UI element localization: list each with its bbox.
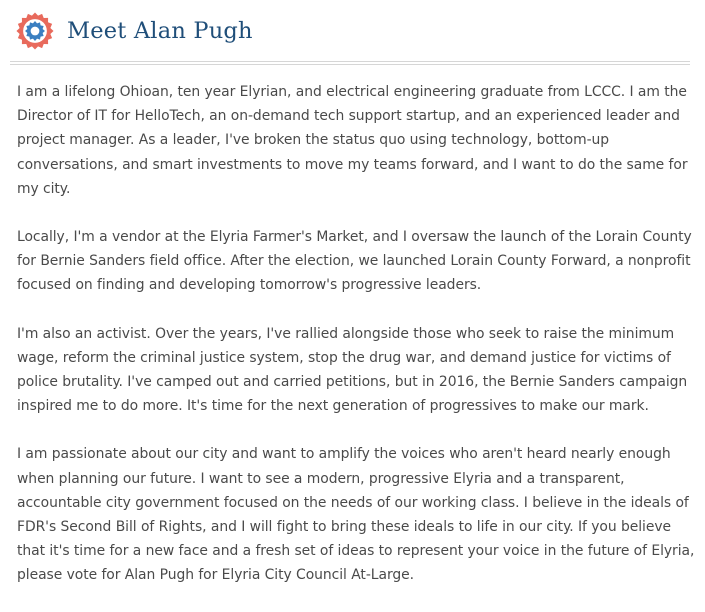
text-line: police brutality. I've camped out and carried petitions, but in 2016, the Bernie Sanders campaign [17,374,688,391]
text-line: I am a lifelong Ohioan, ten year Elyrian, and electrical engineering graduate from LCCC. I am the [17,84,687,100]
text-line: conversations, and smart investments to move my teams forward, and I want to do the same for [17,156,688,173]
text-line: inspired me to do more. It's time for the next generation of progressives to make our mark. [17,398,649,415]
page-header [16,10,253,52]
text-line: please vote for Alan Pugh for Elyria City Council At-Large. [17,567,414,584]
page-title: Meet Alan Pugh [67,18,253,44]
text-line: I'm also an activist. Over the years, I've rallied alongside those who seek to raise the minimum [17,325,675,342]
bio-paragraph-3 [17,322,689,419]
header-divider-bottom [10,64,690,65]
text-line: FDR's Second Bill of Rights, and I will fight to bring these ideals to life in our city. If you believe [17,519,672,536]
text-line: wage, reform the criminal justice system, stop the drug war, and demand justice for victims of [17,349,671,366]
text-line: when planning our future. I want to see a modern, progressive Elyria and a transparent, [17,470,625,487]
text-line: my city. [17,180,71,197]
text-line: focused on finding and developing tomorrow's progressive leaders. [17,277,482,294]
bio-text [17,80,695,612]
header-divider-top [10,61,690,62]
text-line: project manager. As a leader, I've broken the status quo using technology, bottom-up [17,132,610,149]
starburst-badge-icon [16,12,54,50]
text-line: that it's time for a new face and a fresh set of ideas to represent your voice in the future of Elyria, [17,543,695,560]
bio-paragraph-4 [17,442,695,587]
text-line: Locally, I'm a vendor at the Elyria Farmer's Market, and I oversaw the launch of the Lorain County [17,229,692,246]
text-line: I am passionate about our city and want to amplify the voices who aren't heard nearly enough [17,446,671,463]
text-line: accountable city government focused on the needs of our working class. I believe in the ideals of [17,494,689,511]
bio-paragraph-2 [17,225,692,298]
text-line: for Bernie Sanders field office. After the election, we launched Lorain County Forward, a nonprofit [17,253,691,270]
bio-paragraph-1 [17,80,689,201]
text-line: Director of IT for HelloTech, an on-demand tech support startup, and an experienced leader and [17,108,680,125]
